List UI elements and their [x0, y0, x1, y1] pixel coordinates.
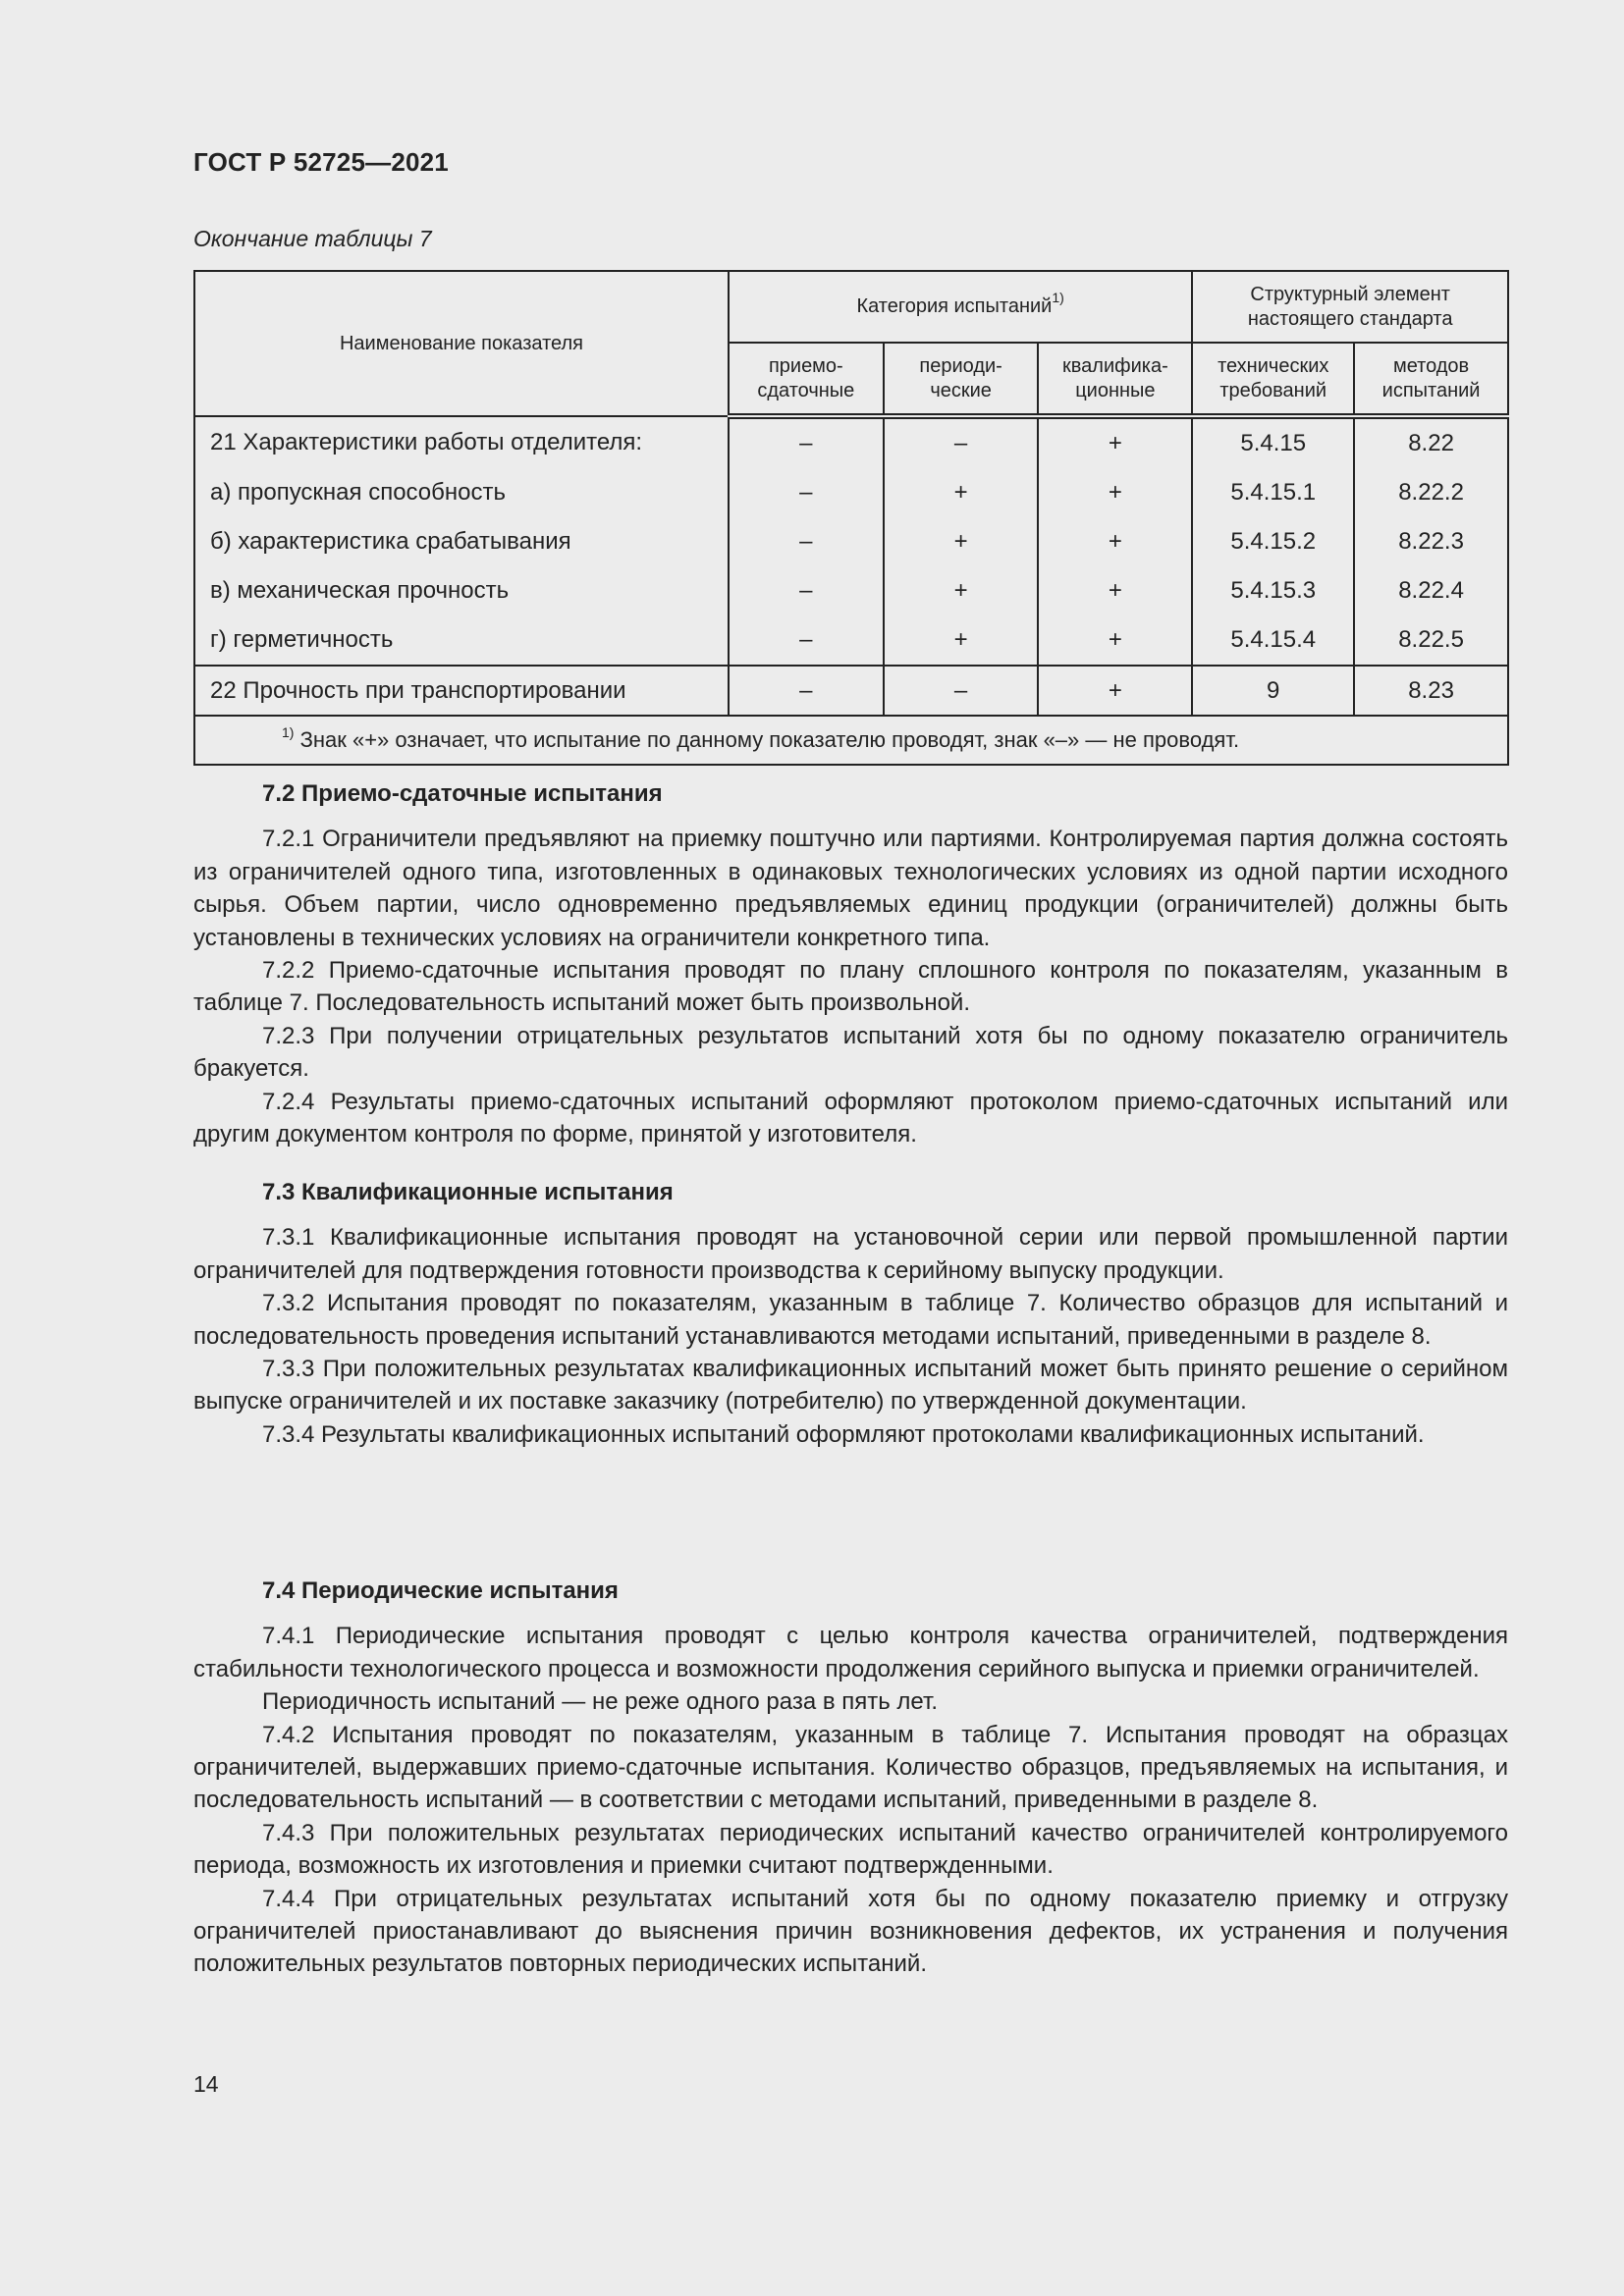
header-structural-element: Структурный элемент настоящего стандарта	[1192, 271, 1508, 343]
section-7-2	[193, 777, 1508, 1150]
header-indicator-name: Наименование показателя	[194, 271, 729, 416]
section-7-3	[193, 1176, 1508, 1451]
paragraph: 7.4.1 Периодические испытания проводят с целью контроля качества ограничителей, подтверждения стабильности технологического процесса и возможности продолжения серийного выпуска и приемки ограничителей.	[193, 1623, 1508, 1682]
paragraph: 7.3.4 Результаты квалификационных испытаний оформляют протоколами квалификационных испытаний.	[262, 1420, 1425, 1448]
table-row: 21 Характеристики работы отделителя: – – + 5.4.15 8.22	[194, 416, 1508, 468]
table-caption: Окончание таблицы 7	[193, 226, 432, 251]
header-acceptance: приемо- сдаточные	[729, 343, 884, 416]
table-row: 22 Прочность при транспортировании – – + 9 8.23	[194, 666, 1508, 716]
section-heading: 7.4 Периодические испытания	[262, 1577, 619, 1604]
paragraph: 7.4.4 При отрицательных результатах испытаний хотя бы по одному показателю приемку и отгрузку ограничителей приостанавливают до выяснения причин возникновения дефектов, их устранения и получения положительных результатов повторных периодических испытаний.	[193, 1885, 1508, 1978]
header-qualification: квалифика- ционные	[1038, 343, 1192, 416]
header-tech-requirements: технических требований	[1192, 343, 1354, 416]
paragraph: Периодичность испытаний — не реже одного раза в пять лет.	[262, 1688, 938, 1716]
paragraph: 7.3.2 Испытания проводят по показателям, указанным в таблице 7. Количество образцов для испытаний и последовательность проведения испытаний устанавливаются методами испытаний, приведенными в разделе 8.	[193, 1290, 1508, 1350]
paragraph: 7.3.3 При положительных результатах квалификационных испытаний может быть принято решение о серийном выпуске ограничителей и их поставке заказчику (потребителю) по утвержденной документации.	[193, 1356, 1508, 1415]
document-id: ГОСТ Р 52725—2021	[193, 147, 449, 177]
header-test-category: Категория испытаний$^{1)}$	[729, 271, 1192, 343]
paragraph: 7.2.1 Ограничители предъявляют на приемку поштучно или партиями. Контролируемая партия должна состоять из ограничителей одного типа, изготовленных в одинаковых технологических условиях из одной партии исходного сырья. Объем партии, число одновременно предъявляемых единиц продукции (ограничителей) должны быть установлены в технических условиях на ограничители конкретного типа.	[193, 826, 1508, 951]
paragraph: 7.4.3 При положительных результатах периодических испытаний качество ограничителей контролируемого периода, возможность их изготовления и приемки считают подтвержденными.	[193, 1819, 1508, 1880]
section-heading: 7.2 Приемо-сдаточные испытания	[262, 780, 663, 807]
paragraph: 7.2.4 Результаты приемо-сдаточных испытаний оформляют протоколом приемо-сдаточных испытаний или другим документом контроля по форме, принятой у изготовителя.	[193, 1088, 1508, 1148]
page-number: 14	[193, 2071, 219, 2097]
header-test-methods: методов испытаний	[1354, 343, 1508, 416]
table-row: в) механическая прочность – + + 5.4.15.3 8.22.4	[194, 566, 1508, 615]
paragraph: 7.4.2 Испытания проводят по показателям, указанным в таблице 7. Испытания проводят на образцах ограничителей, выдержавших приемо-сдаточные испытания. Количество образцов, предъявляемых на испытания, и последовательность испытаний — в соответствии с методами испытаний, приведенными в разделе 8.	[193, 1721, 1508, 1814]
table-row: б) характеристика срабатывания – + + 5.4.15.2 8.22.3	[194, 517, 1508, 566]
paragraph: 7.2.2 Приемо-сдаточные испытания проводят по плану сплошного контроля по показателям, указанным в таблице 7. Последовательность испытаний может быть произвольной.	[193, 957, 1508, 1017]
header-periodic: периоди- ческие	[884, 343, 1039, 416]
section-heading: 7.3 Квалификационные испытания	[262, 1179, 674, 1205]
paragraph: 7.2.3 При получении отрицательных результатов испытаний хотя бы по одному показателю ограничитель бракуется.	[193, 1022, 1508, 1083]
table-footnote: $^{1)}$ Знак «+» означает, что испытание по данному показателю проводят, знак «–» — не проводят.	[194, 716, 1508, 765]
section-7-4	[193, 1575, 1508, 1981]
table-row: г) герметичность – + + 5.4.15.4 8.22.5	[194, 615, 1508, 666]
table-row: а) пропускная способность – + + 5.4.15.1 8.22.2	[194, 468, 1508, 517]
table-7	[193, 270, 1509, 766]
paragraph: 7.3.1 Квалификационные испытания проводят на установочной серии или первой промышленной партии ограничителей для подтверждения готовности производства к серийному выпуску продукции.	[193, 1224, 1508, 1284]
